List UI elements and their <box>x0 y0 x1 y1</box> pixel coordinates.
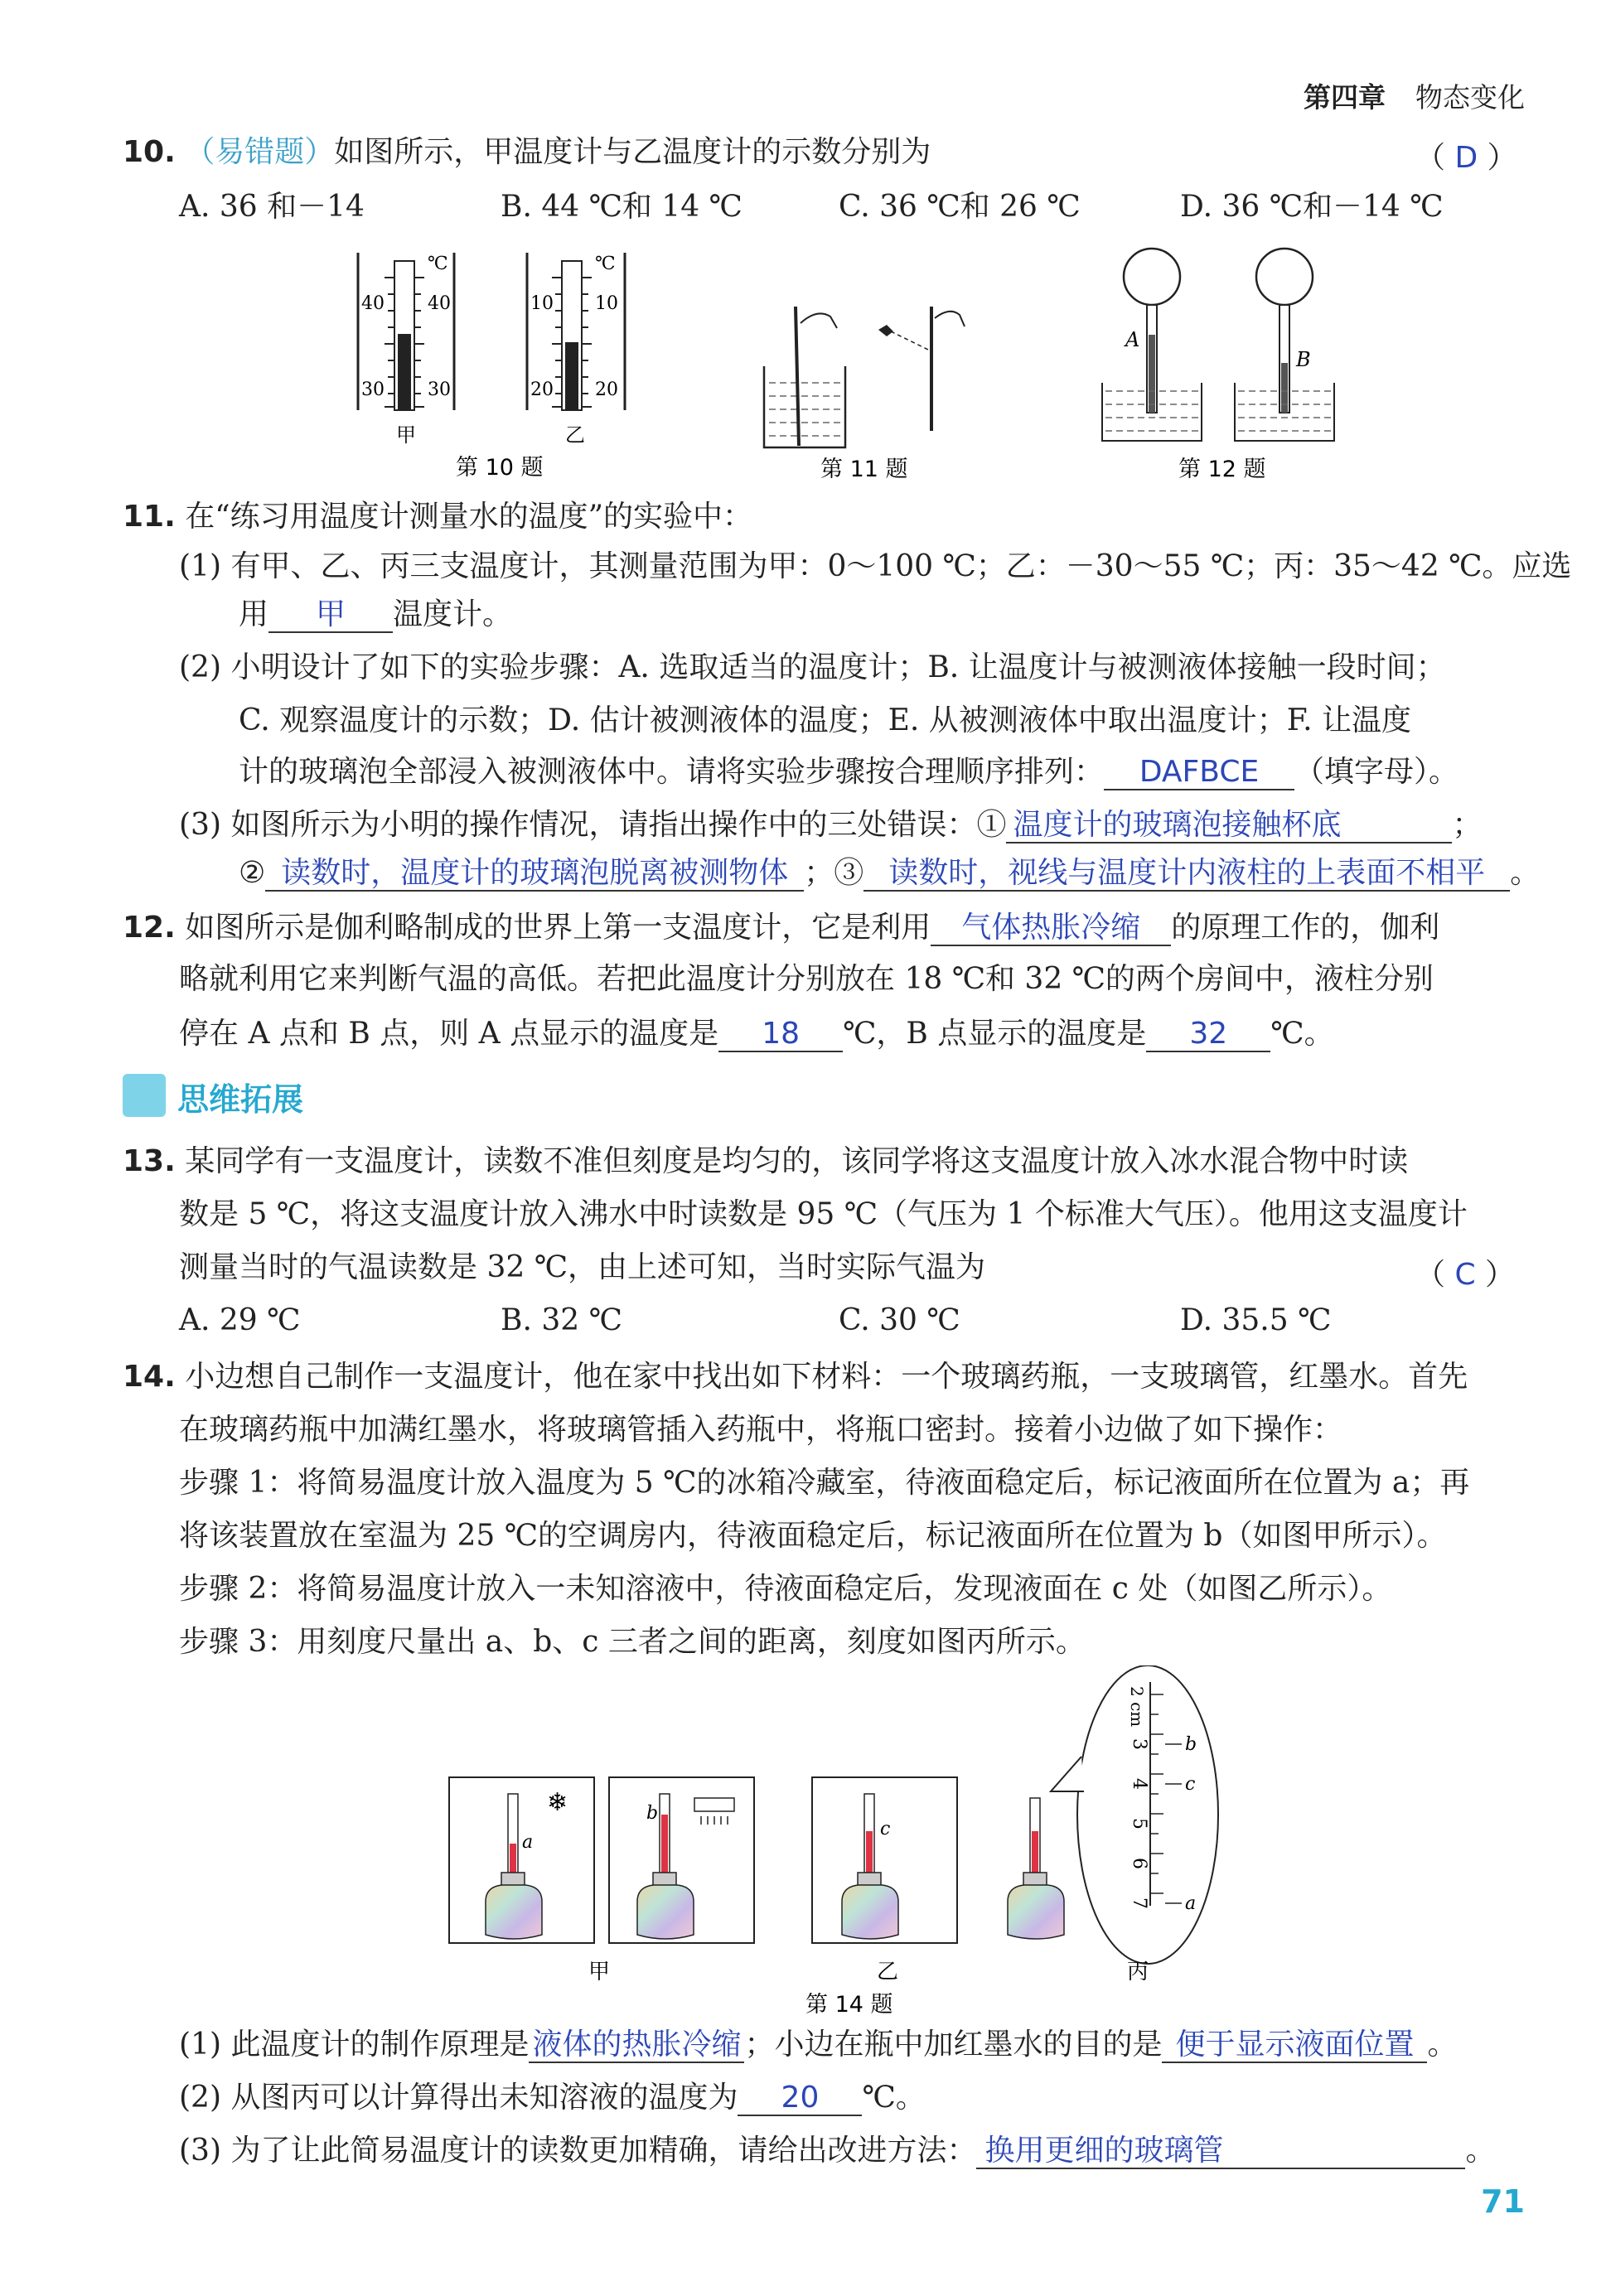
q11-p2-text-a: 计的玻璃泡全部浸入被测液体中。请将实验步骤按合理顺序排列： <box>239 755 1105 789</box>
q11-p2-text-b: （填字母）。 <box>1294 755 1459 789</box>
yi-unit: ℃ <box>595 254 616 274</box>
ruler-b: b <box>1185 1734 1197 1755</box>
figure-14-jia-fridge <box>449 1777 594 1943</box>
thermometer-reading-icon <box>878 307 965 431</box>
point-b-label: B <box>1296 348 1311 371</box>
section-title: 思维拓展 <box>177 1081 304 1118</box>
q11-p2-line2: C. 观察温度计的示数；D. 估计被测液体的温度；E. 从被测液体中取出温度计；F. 让温度 <box>239 703 1412 737</box>
ruler-unit: 2 cm <box>1127 1686 1147 1728</box>
jia-label: 甲 <box>396 423 416 447</box>
chapter-header <box>1304 76 1525 115</box>
fig14-bing-label: 丙 <box>1127 1960 1149 1984</box>
q14-number: 14. <box>123 1360 176 1394</box>
q13-line3: 测量当时的气温读数是 32 ℃，由上述可知，当时实际气温为 <box>179 1250 985 1284</box>
q10-answer: D <box>1454 141 1478 175</box>
q13-text-1: 某同学有一支温度计，读数不准但刻度是均匀的，该同学将这支温度计放入冰水混合物中时读 <box>185 1144 1409 1178</box>
figure-11 <box>754 298 970 485</box>
q14-p1-text-a: (1) 此温度计的制作原理是 <box>179 2028 530 2062</box>
figure-12-caption: 第 12 题 <box>1178 457 1266 482</box>
snowflake-icon: ❄ <box>547 1788 568 1817</box>
q10-option-d: D. 36 ℃和－14 ℃ <box>1180 190 1444 224</box>
q11-p2-line3 <box>239 754 1458 790</box>
page-number: 71 <box>1481 2183 1525 2220</box>
q13-answer-paren: （ C ） <box>1415 1258 1516 1292</box>
q14-p1-answer-2: 便于显示液面位置 <box>1162 2028 1427 2063</box>
fig14-yi-c: c <box>880 1819 891 1839</box>
q12-text-b: 的原理工作的，伽利 <box>1171 911 1440 945</box>
q13-option-d: D. 35.5 ℃ <box>1180 1303 1332 1337</box>
air-conditioner-icon <box>694 1798 734 1811</box>
yi-bottom-right: 20 <box>595 379 618 400</box>
jia-unit: ℃ <box>428 254 448 274</box>
q11-p3-text-c: ；③ <box>804 856 864 890</box>
q10-text: 如图所示，甲温度计与乙温度计的示数分别为 <box>334 135 931 169</box>
ruler-tick-7: 7 <box>1129 1897 1149 1909</box>
q11-p3-text-b: ② <box>239 856 266 890</box>
q11-p3-line2 <box>239 855 1540 892</box>
q10-stem <box>123 134 931 171</box>
q13-answer: C <box>1454 1258 1476 1292</box>
q14-line2: 在玻璃药瓶中加满红墨水，将玻璃管插入药瓶中，将瓶口密封。接着小边做了如下操作： <box>179 1413 1343 1447</box>
figure-14-jia-aircon <box>609 1777 754 1943</box>
q10-number: 10. <box>123 135 176 169</box>
q11-p1-text-a: 用 <box>239 597 269 631</box>
point-a-label: A <box>1125 328 1140 351</box>
fig14-yi-label: 乙 <box>877 1960 899 1984</box>
q14-p2 <box>179 2080 926 2116</box>
ruler-tick-5: 5 <box>1129 1818 1149 1830</box>
q12-text-d: ℃，B 点显示的温度是 <box>843 1017 1147 1051</box>
thermometer-jia <box>358 253 454 447</box>
jia-bottom-left: 30 <box>361 379 385 400</box>
galileo-thermometer-a <box>1102 249 1202 441</box>
q14-p1-text-b: ；小边在瓶中加红墨水的目的是 <box>744 2028 1163 2062</box>
q11-text: 在“练习用温度计测量水的温度”的实验中： <box>185 500 753 534</box>
q12-line2: 略就利用它来判断气温的高低。若把此温度计分别放在 18 ℃和 32 ℃的两个房间中，液柱分别 <box>179 962 1434 996</box>
jia-bottom-right: 30 <box>428 379 451 400</box>
q11-p2-answer: DAFBCE <box>1104 756 1294 790</box>
q14-p2-text-b: ℃。 <box>862 2081 926 2115</box>
q14-p1-text-c: 。 <box>1427 2028 1458 2062</box>
q14-line6: 步骤 3：用刻度尺量出 a、b、c 三者之间的距离，刻度如图丙所示。 <box>179 1625 1086 1659</box>
figure-14 <box>439 1665 1326 2022</box>
q13-line2: 数是 5 ℃，将这支温度计放入沸水中时读数是 95 ℃（气压为 1 个标准大气压）。他用这支温度计 <box>179 1197 1468 1231</box>
q14-text-1: 小边想自己制作一支温度计，他在家中找出如下材料：一个玻璃药瓶，一支玻璃管，红墨水。首先 <box>185 1360 1468 1394</box>
q14-line3: 步骤 1：将简易温度计放入温度为 5 ℃的冰箱冷藏室，待液面稳定后，标记液面所在位置为 a；再 <box>179 1466 1470 1500</box>
q12-line1 <box>123 910 1439 946</box>
q11-p3-end: 。 <box>1510 856 1541 890</box>
q12-answer-1: 气体热胀冷缩 <box>931 911 1171 946</box>
magnifier-bubble <box>1077 1665 1218 1964</box>
thinking-icon <box>123 1074 166 1117</box>
yi-top-right: 10 <box>595 293 618 314</box>
ruler-tick-3: 3 <box>1129 1738 1149 1750</box>
ruler-c: c <box>1185 1774 1196 1795</box>
ruler-a: a <box>1185 1893 1197 1914</box>
q10-option-a: A. 36 和－14 <box>179 190 365 224</box>
yi-top-left: 10 <box>530 293 554 314</box>
q11-p3-sep: ； <box>1452 808 1483 842</box>
q12-answer-2: 18 <box>718 1017 843 1052</box>
yi-label: 乙 <box>565 423 585 447</box>
q12-line3 <box>179 1016 1334 1052</box>
ruler-tick-6: 6 <box>1129 1858 1149 1869</box>
beaker-icon <box>764 307 845 447</box>
q11-p1-line2 <box>239 597 512 633</box>
yi-bottom-left: 20 <box>530 379 554 400</box>
q11-p3-text-a: (3) 如图所示为小明的操作情况，请指出操作中的三处错误：① <box>179 808 1007 842</box>
jia-top-left: 40 <box>361 293 385 314</box>
figure-10-caption: 第 10 题 <box>456 455 544 481</box>
q11-p2-line1: (2) 小明设计了如下的实验步骤：A. 选取适当的温度计；B. 让温度计与被测液体接触一段时间； <box>179 650 1446 684</box>
q14-p2-answer: 20 <box>738 2081 862 2116</box>
q14-line1 <box>123 1359 1468 1395</box>
q11-p1-line1: (1) 有甲、乙、丙三支温度计，其测量范围为甲：0～100 ℃；乙：－30～55 ℃；丙：35～42 ℃。应选 <box>179 549 1572 583</box>
q11-p3-line1 <box>179 807 1482 843</box>
fig14-jia-a: a <box>522 1832 534 1853</box>
q13-number: 13. <box>123 1144 176 1178</box>
q10-tag: （易错题） <box>185 135 335 169</box>
q11-stem <box>123 499 752 535</box>
q12-text-c: 停在 A 点和 B 点，则 A 点显示的温度是 <box>179 1017 719 1051</box>
figure-14-caption: 第 14 题 <box>805 1992 893 2018</box>
q10-answer-paren: （ D ） <box>1415 141 1517 175</box>
q14-line5: 步骤 2：将简易温度计放入一未知溶液中，待液面稳定后，发现液面在 c 处（如图乙所示）。 <box>179 1572 1392 1606</box>
q14-p1 <box>179 2027 1457 2063</box>
q14-p1-answer-1: 液体的热胀冷缩 <box>529 2028 744 2063</box>
q14-p3-text-b: 。 <box>1465 2134 1496 2168</box>
section-header <box>123 1071 454 1120</box>
chapter-title: 物态变化 <box>1415 81 1525 114</box>
q11-p1-text-b: 温度计。 <box>393 597 513 631</box>
q12-text-e: ℃。 <box>1270 1017 1334 1051</box>
q12-answer-3: 32 <box>1146 1017 1270 1052</box>
figure-14-yi <box>812 1777 957 1943</box>
q11-p1-answer: 甲 <box>268 598 393 633</box>
q11-p3-answer-3: 读数时，视线与温度计内液柱的上表面不相平 <box>863 857 1510 892</box>
figure-14-bing <box>1008 1665 1218 1964</box>
q13-option-a: A. 29 ℃ <box>179 1303 301 1337</box>
q14-p3-text-a: (3) 为了让此简易温度计的读数更加精确，请给出改进方法： <box>179 2134 977 2168</box>
q11-number: 11. <box>123 500 176 534</box>
q13-option-c: C. 30 ℃ <box>839 1303 960 1337</box>
q13-option-b: B. 32 ℃ <box>501 1303 622 1337</box>
figure-11-caption: 第 11 题 <box>820 457 908 482</box>
chapter-number: 第四章 <box>1304 81 1386 114</box>
q11-p3-answer-2: 读数时，温度计的玻璃泡脱离被测物体 <box>265 857 804 892</box>
fig14-jia-b: b <box>646 1803 659 1824</box>
fig14-jia-label: 甲 <box>588 1960 611 1984</box>
ruler-tick-4: 4 <box>1129 1778 1149 1790</box>
galileo-thermometer-b <box>1235 249 1334 441</box>
figure-12 <box>1086 242 1359 486</box>
q14-line4: 将该装置放在室温为 25 ℃的空调房内，待液面稳定后，标记液面所在位置为 b（如图甲所示）。 <box>179 1519 1447 1553</box>
q14-p3-answer: 换用更细的玻璃管 <box>976 2134 1465 2169</box>
thermometer-yi <box>527 253 625 447</box>
q10-option-b: B. 44 ℃和 14 ℃ <box>501 190 743 224</box>
q10-option-c: C. 36 ℃和 26 ℃ <box>839 190 1081 224</box>
q12-text-a: 如图所示是伽利略制成的世界上第一支温度计，它是利用 <box>185 911 931 945</box>
q14-p3 <box>179 2133 1495 2169</box>
jia-top-right: 40 <box>428 293 451 314</box>
q11-p3-answer-1: 温度计的玻璃泡接触杯底 <box>1006 809 1452 843</box>
q14-p2-text-a: (2) 从图丙可以计算得出未知溶液的温度为 <box>179 2081 738 2115</box>
figure-10 <box>348 244 663 485</box>
q13-line1 <box>123 1143 1408 1180</box>
q12-number: 12. <box>123 911 176 945</box>
